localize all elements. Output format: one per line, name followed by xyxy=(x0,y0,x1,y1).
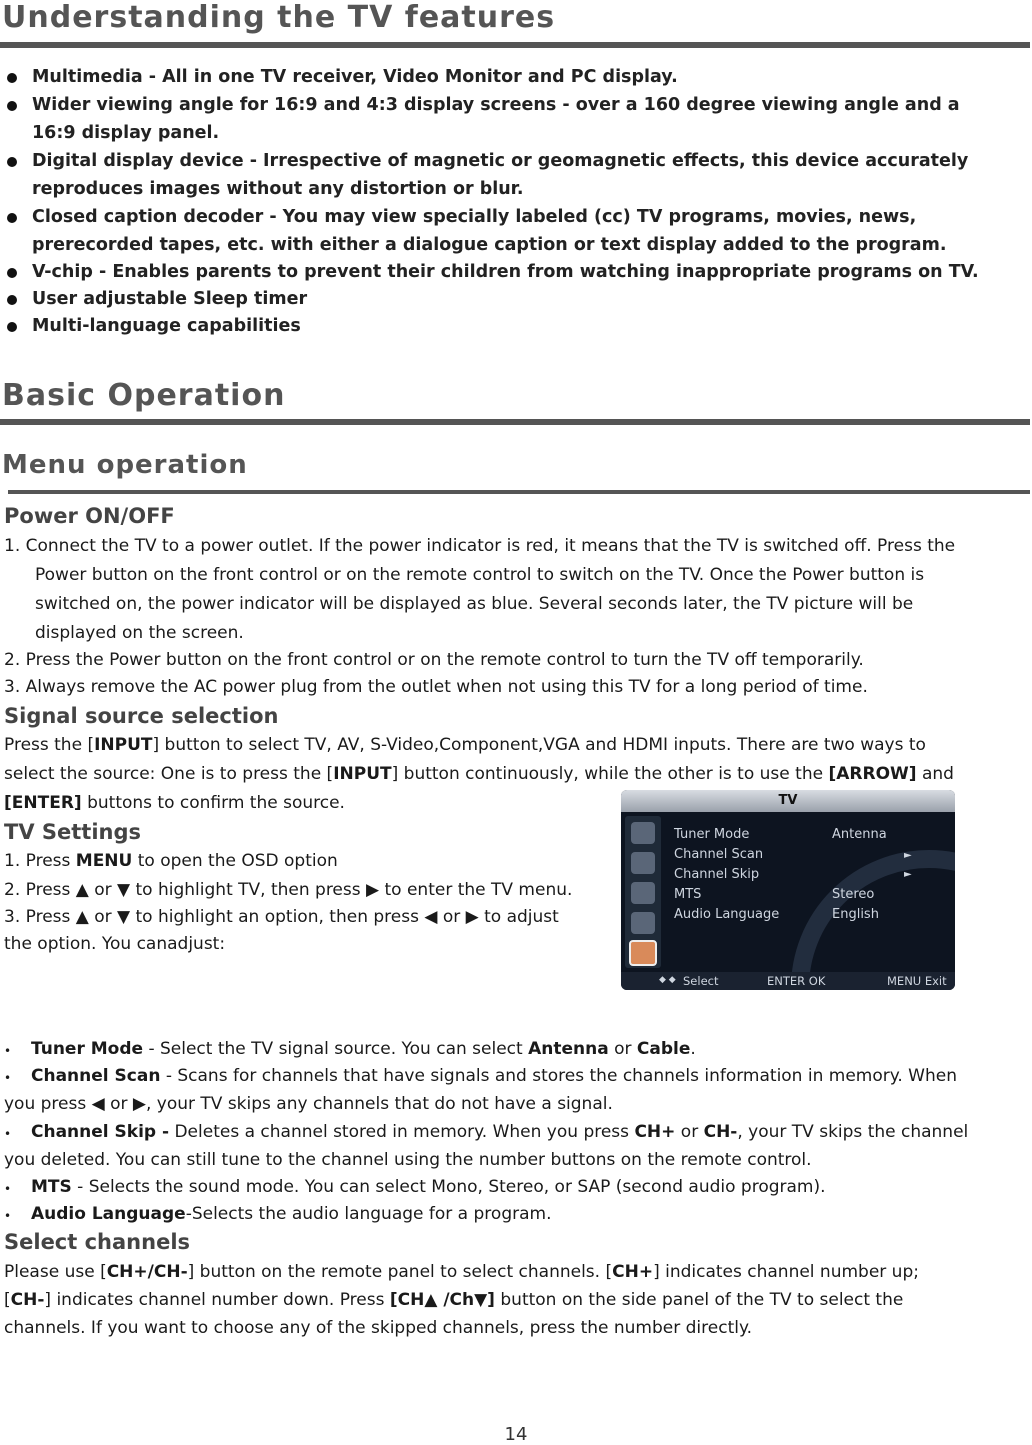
bullet-icon xyxy=(7,268,17,278)
text-line: 3. Press ▲ or ▼ to highlight an option, then press ◀ or ▶ to adjust xyxy=(4,907,559,927)
time-icon xyxy=(631,882,655,904)
osd-footer-enter: ENTER OK xyxy=(767,974,826,988)
subheading-select-channels: Select channels xyxy=(4,1230,191,1254)
text-line: Press the [INPUT] button to select TV, AV, S-Video,Component,VGA and HDMI inputs. There are two ways to xyxy=(4,735,926,755)
osd-item-tuner-mode: Tuner Mode xyxy=(674,827,750,842)
picture-icon xyxy=(631,822,655,844)
subheading-tv-settings: TV Settings xyxy=(4,820,142,844)
osd-value: Stereo xyxy=(832,887,875,902)
tv-icon xyxy=(629,940,657,966)
text-line: the option. You canadjust: xyxy=(4,934,226,954)
feature-item-cont: reproduces images without any distortion or blur. xyxy=(32,179,524,199)
bullet-icon xyxy=(7,73,17,83)
option-mts: MTS - Selects the sound mode. You can select Mono, Stereo, or SAP (second audio program). xyxy=(31,1177,826,1197)
bullet-icon xyxy=(7,213,17,223)
page-number: 14 xyxy=(504,1424,528,1445)
text-line: switched on, the power indicator will be displayed as blue. Several seconds later, the TV picture will be xyxy=(35,594,914,614)
sound-icon xyxy=(631,852,655,874)
bullet-icon xyxy=(7,295,17,305)
feature-item-cont: prerecorded tapes, etc. with either a dialogue caption or text display added to the program. xyxy=(32,235,947,255)
bullet-icon xyxy=(7,322,17,332)
feature-item: Digital display device - Irrespective of magnetic or geomagnetic effects, this device accurately xyxy=(32,151,969,171)
bullet-icon xyxy=(7,157,17,167)
option-channel-scan: Channel Scan - Scans for channels that have signals and stores the channels information in memory. When xyxy=(31,1066,957,1086)
osd-title-bar xyxy=(621,790,955,812)
osd-value: English xyxy=(832,907,879,922)
text-line: channels. If you want to choose any of the skipped channels, press the number directly. xyxy=(4,1318,752,1338)
option-tuner-mode: Tuner Mode - Select the TV signal source. You can select Antenna or Cable. xyxy=(31,1039,696,1059)
osd-footer-exit: MENU Exit xyxy=(887,974,947,988)
osd-menu-image xyxy=(621,790,955,990)
text-line: you deleted. You can still tune to the channel using the number buttons on the remote control. xyxy=(4,1150,812,1170)
osd-item-audio-language: Audio Language xyxy=(674,907,780,922)
feature-item: Wider viewing angle for 16:9 and 4:3 display screens - over a 160 degree viewing angle and a xyxy=(32,95,960,115)
bullet-icon: • xyxy=(4,1044,12,1058)
title-rule xyxy=(0,42,1030,48)
feature-item: Multi-language capabilities xyxy=(32,316,301,336)
osd-title: TV xyxy=(778,793,798,808)
section-title-menu-operation: Menu operation xyxy=(2,450,248,480)
arrow-right-icon: ► xyxy=(904,850,912,861)
text-line: 1. Press MENU to open the OSD option xyxy=(4,851,338,871)
text-line: displayed on the screen. xyxy=(35,623,244,643)
feature-item: Multimedia - All in one TV receiver, Video Monitor and PC display. xyxy=(32,67,678,87)
bullet-icon: • xyxy=(4,1209,12,1223)
text-line: select the source: One is to press the [INPUT] button continuously, while the other is to use the [ARROW] and xyxy=(4,764,954,784)
section-title-features: Understanding the TV features xyxy=(2,0,556,35)
option-audio-language: Audio Language-Selects the audio language for a program. xyxy=(31,1204,552,1224)
select-arrows-icon: ◆ ◆ xyxy=(659,975,676,985)
setup-icon xyxy=(631,912,655,934)
bullet-icon: • xyxy=(4,1127,12,1141)
osd-sidebar xyxy=(625,816,661,968)
feature-item: V-chip - Enables parents to prevent their children from watching inappropriate programs on TV. xyxy=(32,262,979,282)
text-line: 3. Always remove the AC power plug from the outlet when not using this TV for a long period of time. xyxy=(4,677,868,697)
osd-item-mts: MTS xyxy=(674,887,702,902)
text-line: Please use [CH+/CH-] button on the remote panel to select channels. [CH+] indicates channel number up; xyxy=(4,1262,919,1282)
bullet-icon: • xyxy=(4,1182,12,1196)
feature-item-cont: 16:9 display panel. xyxy=(32,123,220,143)
bullet-icon: • xyxy=(4,1071,12,1085)
section-title-basic-operation: Basic Operation xyxy=(2,378,286,413)
osd-item-channel-skip: Channel Skip xyxy=(674,867,760,882)
feature-item: Closed caption decoder - You may view specially labeled (cc) TV programs, movies, news, xyxy=(32,207,917,227)
arrow-right-icon: ► xyxy=(904,869,912,880)
text-line: 1. Connect the TV to a power outlet. If the power indicator is red, it means that the TV is switched off. Press the xyxy=(4,536,956,556)
bullet-icon xyxy=(7,101,17,111)
title-rule xyxy=(0,419,1030,425)
feature-item: User adjustable Sleep timer xyxy=(32,289,308,309)
subheading-power: Power ON/OFF xyxy=(4,504,175,528)
osd-footer xyxy=(621,972,955,990)
text-line: you press ◀ or ▶, your TV skips any channels that do not have a signal. xyxy=(4,1094,613,1114)
text-line: Power button on the front control or on the remote control to switch on the TV. Once the Power button is xyxy=(35,565,925,585)
title-rule xyxy=(8,490,1030,494)
text-line: 2. Press ▲ or ▼ to highlight TV, then press ▶ to enter the TV menu. xyxy=(4,880,573,900)
osd-item-channel-scan: Channel Scan xyxy=(674,847,764,862)
osd-value: Antenna xyxy=(832,827,887,842)
osd-footer-select: Select xyxy=(683,974,719,988)
text-line: 2. Press the Power button on the front control or on the remote control to turn the TV off temporarily. xyxy=(4,650,864,670)
subheading-signal: Signal source selection xyxy=(4,704,279,728)
text-line: [ENTER] buttons to confirm the source. xyxy=(4,793,345,813)
option-channel-skip: Channel Skip - Deletes a channel stored in memory. When you press CH+ or CH-, your TV skips the channel xyxy=(31,1122,969,1142)
text-line: [CH-] indicates channel number down. Press [CH▲ /Ch▼] button on the side panel of the TV to select the xyxy=(4,1290,904,1310)
